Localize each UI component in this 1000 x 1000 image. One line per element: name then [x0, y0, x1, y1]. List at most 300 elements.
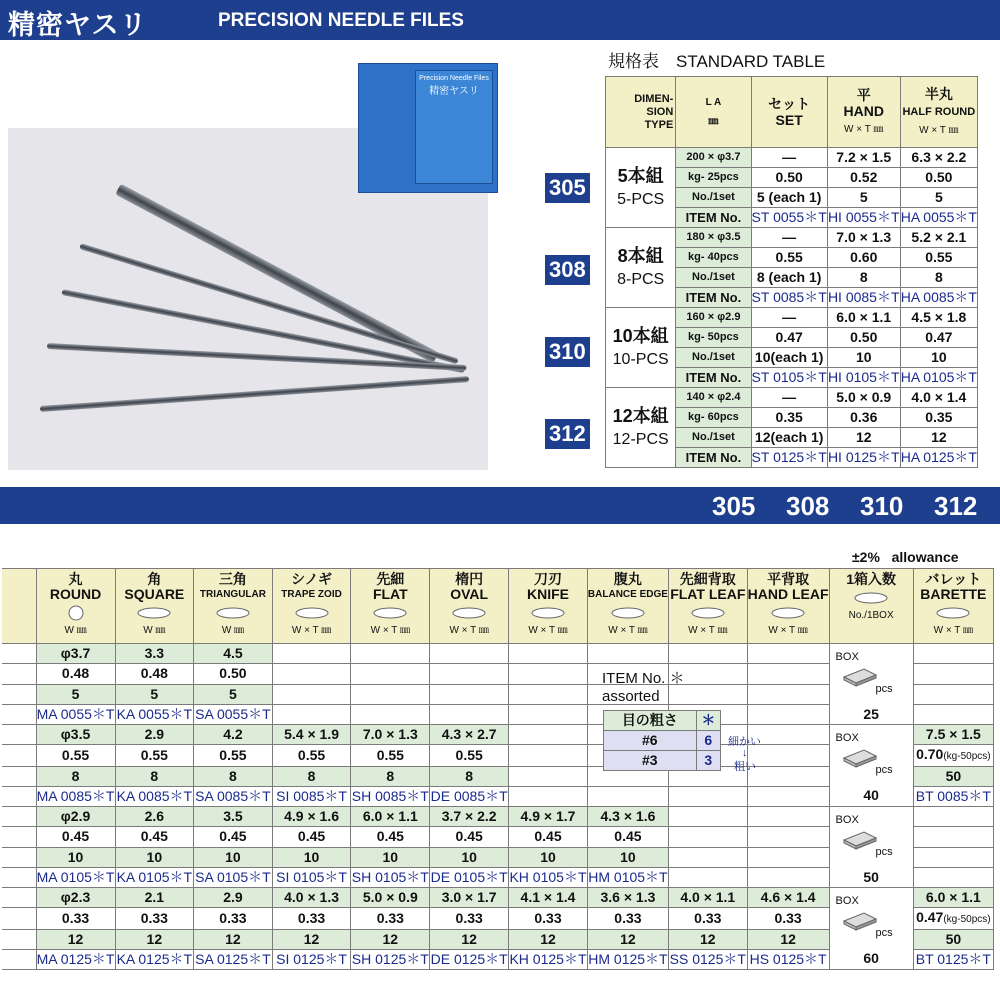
std-row — [606, 148, 978, 168]
value-cell: KA 0085＊T — [115, 787, 194, 807]
std-half-cell: 0.35 — [900, 408, 977, 428]
value-cell: KH 0125＊T — [509, 950, 588, 970]
value-cell — [509, 644, 588, 664]
value-cell: 6.0 × 1.1 — [351, 807, 430, 827]
col-header — [509, 569, 588, 644]
std-set-cell: 12(each 1) — [751, 428, 827, 448]
side-cell — [2, 908, 36, 930]
std-label: No./1set — [676, 428, 751, 448]
value-cell: 4.6 × 1.4 — [747, 888, 829, 908]
std-half-cell: 4.0 × 1.4 — [900, 388, 977, 408]
std-set-cell: — — [751, 388, 827, 408]
value-cell: 4.5 — [194, 644, 273, 664]
std-label: kg- 50pcs — [676, 328, 751, 348]
value-cell: HM 0125＊T — [587, 950, 668, 970]
value-cell — [430, 644, 509, 664]
value-cell: MA 0055＊T — [36, 704, 115, 724]
std-half-cell: 10 — [900, 348, 977, 368]
value-cell: φ3.5 — [36, 725, 115, 745]
value-cell: 0.45 — [587, 827, 668, 847]
value-cell — [747, 847, 829, 867]
hdr-mm: ㎜ — [708, 116, 719, 127]
std-half-cell: 0.50 — [900, 168, 977, 188]
barette-cell — [913, 644, 993, 664]
std-half-cell: HA 0125＊T — [900, 448, 977, 468]
col-unit: W × T ㎜ — [370, 625, 410, 636]
value-cell — [668, 867, 747, 887]
hdr-l: L — [705, 97, 712, 108]
allowance-word: allowance — [891, 549, 959, 565]
col-jp: 1箱入数 — [846, 571, 897, 587]
value-cell: 8 — [36, 767, 115, 787]
box-count: 25 — [863, 706, 879, 722]
value-cell: 12 — [36, 930, 115, 950]
barette-cell: BT 0125＊T — [913, 950, 993, 970]
value-cell — [747, 644, 829, 664]
std-label: No./1set — [676, 348, 751, 368]
std-set-cell: 8 (each 1) — [751, 268, 827, 288]
value-cell — [509, 725, 588, 745]
value-cell: 3.7 × 2.2 — [430, 807, 509, 827]
value-cell: 0.45 — [36, 827, 115, 847]
box-cell — [829, 644, 913, 725]
col-header — [430, 569, 509, 644]
value-cell: 0.45 — [272, 827, 351, 847]
col-header — [747, 569, 829, 644]
value-cell — [747, 867, 829, 887]
value-cell: 4.1 × 1.4 — [509, 888, 588, 908]
std-set-cell: ST 0085＊T — [751, 288, 827, 308]
std-hand-cell: 0.52 — [827, 168, 900, 188]
std-en: 5-PCS — [617, 190, 665, 208]
value-cell: 2.9 — [115, 725, 194, 745]
barette-cell: 7.5 × 1.5 — [913, 725, 993, 745]
value-cell: 4.0 × 1.1 — [668, 888, 747, 908]
coarse-r2-b: 3 — [696, 751, 720, 771]
side-cell — [2, 745, 36, 767]
col-header — [913, 569, 993, 644]
box-count: 60 — [863, 950, 879, 966]
hdr-hand-en: HAND — [843, 102, 884, 119]
barette-cell: BT 0085＊T — [913, 787, 993, 807]
col-unit: No./1BOX — [848, 610, 894, 621]
shape-icon — [830, 590, 913, 608]
col-unit: W ㎜ — [64, 625, 87, 636]
value-cell: 12 — [272, 930, 351, 950]
value-cell: MA 0085＊T — [36, 787, 115, 807]
value-cell — [747, 787, 829, 807]
value-cell — [747, 704, 829, 724]
std-set-cell: 0.50 — [751, 168, 827, 188]
side-cell — [2, 867, 36, 887]
side-cell — [2, 787, 36, 807]
col-header — [587, 569, 668, 644]
value-cell — [430, 684, 509, 704]
value-cell: 0.33 — [351, 908, 430, 930]
value-cell: 12 — [194, 930, 273, 950]
std-label: ITEM No. — [676, 368, 751, 388]
value-cell: 0.55 — [194, 745, 273, 767]
hdr-hand-jp: 平 — [856, 86, 871, 103]
box-pcs: pcs — [875, 846, 893, 858]
mid-banner — [0, 487, 1000, 524]
coarse-head: 目の粗さ — [604, 711, 697, 731]
value-cell: MA 0125＊T — [36, 950, 115, 970]
side-cell — [2, 704, 36, 724]
value-cell: 12 — [668, 930, 747, 950]
value-cell: 7.0 × 1.3 — [351, 725, 430, 745]
std-half-cell: 12 — [900, 428, 977, 448]
arrow-icon: ↓ — [742, 747, 748, 759]
std-half-cell: 0.55 — [900, 248, 977, 268]
std-label: kg- 25pcs — [676, 168, 751, 188]
barette-cell — [913, 684, 993, 704]
bar-note: (kg-50pcs) — [943, 751, 991, 762]
value-cell: 3.3 — [115, 644, 194, 664]
value-cell: 2.6 — [115, 807, 194, 827]
value-cell: KA 0105＊T — [115, 867, 194, 887]
col-unit: W × T ㎜ — [291, 625, 332, 636]
hdr-a: A — [713, 97, 722, 108]
side-cell — [2, 930, 36, 950]
shape-icon — [351, 605, 429, 623]
std-label: ITEM No. — [676, 288, 751, 308]
std-hand-cell: 7.0 × 1.3 — [827, 228, 900, 248]
col-jp: 腹丸 — [613, 571, 642, 587]
barette-cell — [913, 867, 993, 887]
shape-icon — [430, 605, 508, 623]
top-banner — [0, 0, 1000, 40]
side-cell — [2, 847, 36, 867]
side-cell — [2, 767, 36, 787]
value-cell: 10 — [115, 847, 194, 867]
std-set-cell: 0.55 — [751, 248, 827, 268]
shape-icon — [914, 605, 993, 623]
value-cell — [587, 644, 668, 664]
package-line2: 精密ヤスリ — [429, 86, 479, 97]
value-cell: 4.3 × 1.6 — [587, 807, 668, 827]
bar-note: (kg-50pcs) — [943, 914, 991, 925]
col-jp: 角 — [147, 571, 162, 587]
value-cell: HM 0105＊T — [587, 867, 668, 887]
std-label: No./1set — [676, 188, 751, 208]
barette-cell — [913, 908, 993, 930]
col-en: TRAPE ZOID — [281, 589, 342, 600]
value-cell — [351, 704, 430, 724]
value-cell — [509, 704, 588, 724]
side-cell — [2, 888, 36, 908]
value-cell: DE 0125＊T — [430, 950, 509, 970]
value-cell: 0.33 — [747, 908, 829, 930]
allowance-pct: ±2% — [852, 549, 880, 565]
value-cell: HS 0125＊T — [747, 950, 829, 970]
value-cell — [509, 787, 588, 807]
hdr-set-en: SET — [775, 112, 803, 128]
col-en: ROUND — [49, 586, 102, 602]
value-cell: SH 0105＊T — [351, 867, 430, 887]
std-hand-cell: 0.60 — [827, 248, 900, 268]
std-set-cell: — — [751, 228, 827, 248]
col-en: BARETTE — [920, 586, 987, 602]
value-cell: 0.55 — [36, 745, 115, 767]
box-label: BOX — [835, 651, 859, 663]
allowance — [852, 549, 959, 565]
value-cell: 0.33 — [115, 908, 194, 930]
bar-weight: 0.70 — [916, 746, 944, 762]
std-hand-cell: HI 0125＊T — [827, 448, 900, 468]
value-cell — [747, 827, 829, 847]
std-caption: 規格表 STANDARD TABLE — [608, 52, 826, 71]
std-hand-cell: 5.0 × 0.9 — [827, 388, 900, 408]
value-cell: 0.45 — [194, 827, 273, 847]
value-cell: SA 0055＊T — [194, 704, 273, 724]
value-cell: 0.33 — [272, 908, 351, 930]
value-cell: 8 — [351, 767, 430, 787]
shape-icon — [748, 605, 829, 623]
col-unit: W × T ㎜ — [449, 625, 489, 636]
side-cell — [2, 807, 36, 827]
barette-cell: 6.0 × 1.1 — [913, 888, 993, 908]
hdr-set-jp: セット — [768, 96, 811, 112]
coarse-label: 粗い — [734, 761, 756, 773]
value-cell: 2.1 — [115, 888, 194, 908]
std-hand-cell: 12 — [827, 428, 900, 448]
hdr-half-wt: W × T ㎜ — [919, 124, 959, 136]
std-label: kg- 40pcs — [676, 248, 751, 268]
std-jp: 10本組 — [612, 325, 669, 346]
std-row — [606, 388, 978, 408]
barette-cell: 50 — [913, 930, 993, 950]
value-cell: 12 — [747, 930, 829, 950]
col-en: TRIANGULAR — [199, 589, 266, 600]
col-header — [351, 569, 430, 644]
value-cell: 12 — [351, 930, 430, 950]
coarse-r1-b: 6 — [696, 731, 720, 751]
col-jp: 刀刃 — [534, 571, 562, 587]
value-cell: SI 0105＊T — [272, 867, 351, 887]
package-image — [358, 63, 498, 193]
std-half-cell: HA 0085＊T — [900, 288, 977, 308]
shape-icon — [509, 605, 587, 623]
std-en: 12-PCS — [612, 430, 669, 448]
shape-icon — [588, 605, 668, 623]
value-cell: 2.9 — [194, 888, 273, 908]
main-row — [2, 888, 994, 908]
std-jp: 5本組 — [617, 165, 664, 186]
col-en: KNIFE — [527, 586, 569, 602]
value-cell — [272, 644, 351, 664]
coarse-star: ＊ — [696, 711, 720, 731]
std-label: ITEM No. — [676, 208, 751, 228]
std-set-cell: 10(each 1) — [751, 348, 827, 368]
banner-308: 308 — [786, 491, 830, 521]
std-set-cell: — — [751, 148, 827, 168]
std-badge: 310 — [545, 337, 590, 367]
value-cell: DE 0085＊T — [430, 787, 509, 807]
std-label: kg- 60pcs — [676, 408, 751, 428]
value-cell: 8 — [115, 767, 194, 787]
value-cell: 12 — [509, 930, 588, 950]
std-label: 140 × φ2.4 — [676, 388, 751, 408]
std-en: 10-PCS — [612, 350, 669, 368]
value-cell: 0.33 — [509, 908, 588, 930]
coarse-r2-a: #3 — [604, 751, 697, 771]
barette-cell — [913, 745, 993, 767]
box-label: BOX — [835, 814, 859, 826]
col-en: FLAT — [372, 586, 408, 602]
value-cell — [668, 847, 747, 867]
value-cell: 3.5 — [194, 807, 273, 827]
value-cell: SA 0085＊T — [194, 787, 273, 807]
col-jp: シノギ — [291, 571, 332, 587]
value-cell: 0.55 — [430, 745, 509, 767]
corner-cell — [2, 569, 36, 644]
value-cell: KA 0125＊T — [115, 950, 194, 970]
value-cell: 0.50 — [194, 664, 273, 684]
side-cell — [2, 950, 36, 970]
std-label: 180 × φ3.5 — [676, 228, 751, 248]
col-unit: W × T ㎜ — [688, 625, 728, 636]
value-cell: 0.33 — [194, 908, 273, 930]
col-jp: 先細背取 — [679, 571, 736, 587]
value-cell — [509, 767, 588, 787]
value-cell: 4.9 × 1.7 — [509, 807, 588, 827]
std-label: 200 × φ3.7 — [676, 148, 751, 168]
value-cell: 4.0 × 1.3 — [272, 888, 351, 908]
value-cell — [272, 704, 351, 724]
standard-table — [605, 76, 978, 468]
std-set-cell: 5 (each 1) — [751, 188, 827, 208]
std-half-cell: 5.2 × 2.1 — [900, 228, 977, 248]
col-header — [36, 569, 115, 644]
value-cell: 0.33 — [668, 908, 747, 930]
value-cell: 10 — [194, 847, 273, 867]
coarse-r1-a: #6 — [604, 731, 697, 751]
value-cell — [668, 787, 747, 807]
box-label: BOX — [835, 732, 859, 744]
main-row — [2, 807, 994, 827]
barette-cell — [913, 704, 993, 724]
box-count: 40 — [863, 787, 879, 803]
coarseness-table — [603, 710, 721, 771]
legend-assorted: assorted — [602, 688, 660, 705]
std-set-cell: — — [751, 308, 827, 328]
std-half-cell: HA 0055＊T — [900, 208, 977, 228]
value-cell: KH 0105＊T — [509, 867, 588, 887]
std-hand-cell: 5 — [827, 188, 900, 208]
std-set-cell: 0.47 — [751, 328, 827, 348]
value-cell: 10 — [430, 847, 509, 867]
std-hand-cell: 0.50 — [827, 328, 900, 348]
value-cell: φ2.3 — [36, 888, 115, 908]
value-cell: φ3.7 — [36, 644, 115, 664]
value-cell — [587, 787, 668, 807]
value-cell: 0.45 — [351, 827, 430, 847]
fine-label: 細かい — [728, 736, 761, 748]
col-en: FLAT LEAF — [670, 586, 746, 602]
value-cell: 12 — [115, 930, 194, 950]
value-cell: 3.0 × 1.7 — [430, 888, 509, 908]
value-cell — [509, 684, 588, 704]
std-set-cell: ST 0105＊T — [751, 368, 827, 388]
std-half-cell: 4.5 × 1.8 — [900, 308, 977, 328]
value-cell — [747, 767, 829, 787]
box-pcs: pcs — [875, 764, 893, 776]
std-set-cell: ST 0125＊T — [751, 448, 827, 468]
hdr-dimension: DIMEN- SION — [634, 92, 674, 118]
value-cell — [351, 684, 430, 704]
box-count: 50 — [863, 869, 879, 885]
legend-item-note: ITEM No. ＊ — [602, 670, 685, 687]
value-cell — [351, 644, 430, 664]
title-jp: 精密ヤスリ — [8, 10, 148, 40]
value-cell: φ2.9 — [36, 807, 115, 827]
value-cell: 4.2 — [194, 725, 273, 745]
std-badge: 312 — [545, 419, 590, 449]
value-cell — [430, 704, 509, 724]
banner-305: 305 — [712, 491, 756, 521]
value-cell: 5.4 × 1.9 — [272, 725, 351, 745]
col-unit: W ㎜ — [143, 625, 166, 636]
main-row — [2, 725, 994, 745]
std-hand-cell: HI 0085＊T — [827, 288, 900, 308]
col-en: OVAL — [450, 586, 489, 602]
value-cell — [668, 827, 747, 847]
value-cell: 0.55 — [115, 745, 194, 767]
value-cell — [509, 745, 588, 767]
std-hand-cell: HI 0105＊T — [827, 368, 900, 388]
value-cell — [509, 664, 588, 684]
title-en: PRECISION NEEDLE FILES — [218, 10, 464, 31]
hdr-hand-wt: W × T ㎜ — [844, 123, 884, 135]
std-hand-cell: 10 — [827, 348, 900, 368]
col-header — [272, 569, 351, 644]
std-hand-cell: 8 — [827, 268, 900, 288]
std-set-cell: ST 0055＊T — [751, 208, 827, 228]
std-badge: 305 — [545, 173, 590, 203]
shape-icon — [273, 605, 351, 623]
value-cell: MA 0105＊T — [36, 867, 115, 887]
value-cell: 0.55 — [272, 745, 351, 767]
value-cell: SA 0105＊T — [194, 867, 273, 887]
std-half-cell: 0.47 — [900, 328, 977, 348]
col-header — [668, 569, 747, 644]
std-hand-cell: HI 0055＊T — [827, 208, 900, 228]
std-badge: 308 — [545, 255, 590, 285]
value-cell: 0.33 — [430, 908, 509, 930]
std-half-cell: 6.3 × 2.2 — [900, 148, 977, 168]
value-cell: 3.6 × 1.3 — [587, 888, 668, 908]
value-cell: 0.48 — [115, 664, 194, 684]
col-unit: W × T ㎜ — [933, 625, 974, 636]
side-cell — [2, 684, 36, 704]
value-cell — [668, 644, 747, 664]
std-jp: 12本組 — [612, 405, 669, 426]
value-cell — [668, 807, 747, 827]
value-cell: 10 — [36, 847, 115, 867]
col-unit: W × T ㎜ — [528, 625, 568, 636]
value-cell: 8 — [272, 767, 351, 787]
value-cell — [351, 664, 430, 684]
value-cell: 0.45 — [430, 827, 509, 847]
value-cell: 5 — [36, 684, 115, 704]
bar-weight: 0.47 — [916, 909, 944, 925]
value-cell — [747, 664, 829, 684]
value-cell: SS 0125＊T — [668, 950, 747, 970]
shape-icon — [669, 605, 747, 623]
banner-312: 312 — [934, 491, 978, 521]
value-cell — [430, 664, 509, 684]
